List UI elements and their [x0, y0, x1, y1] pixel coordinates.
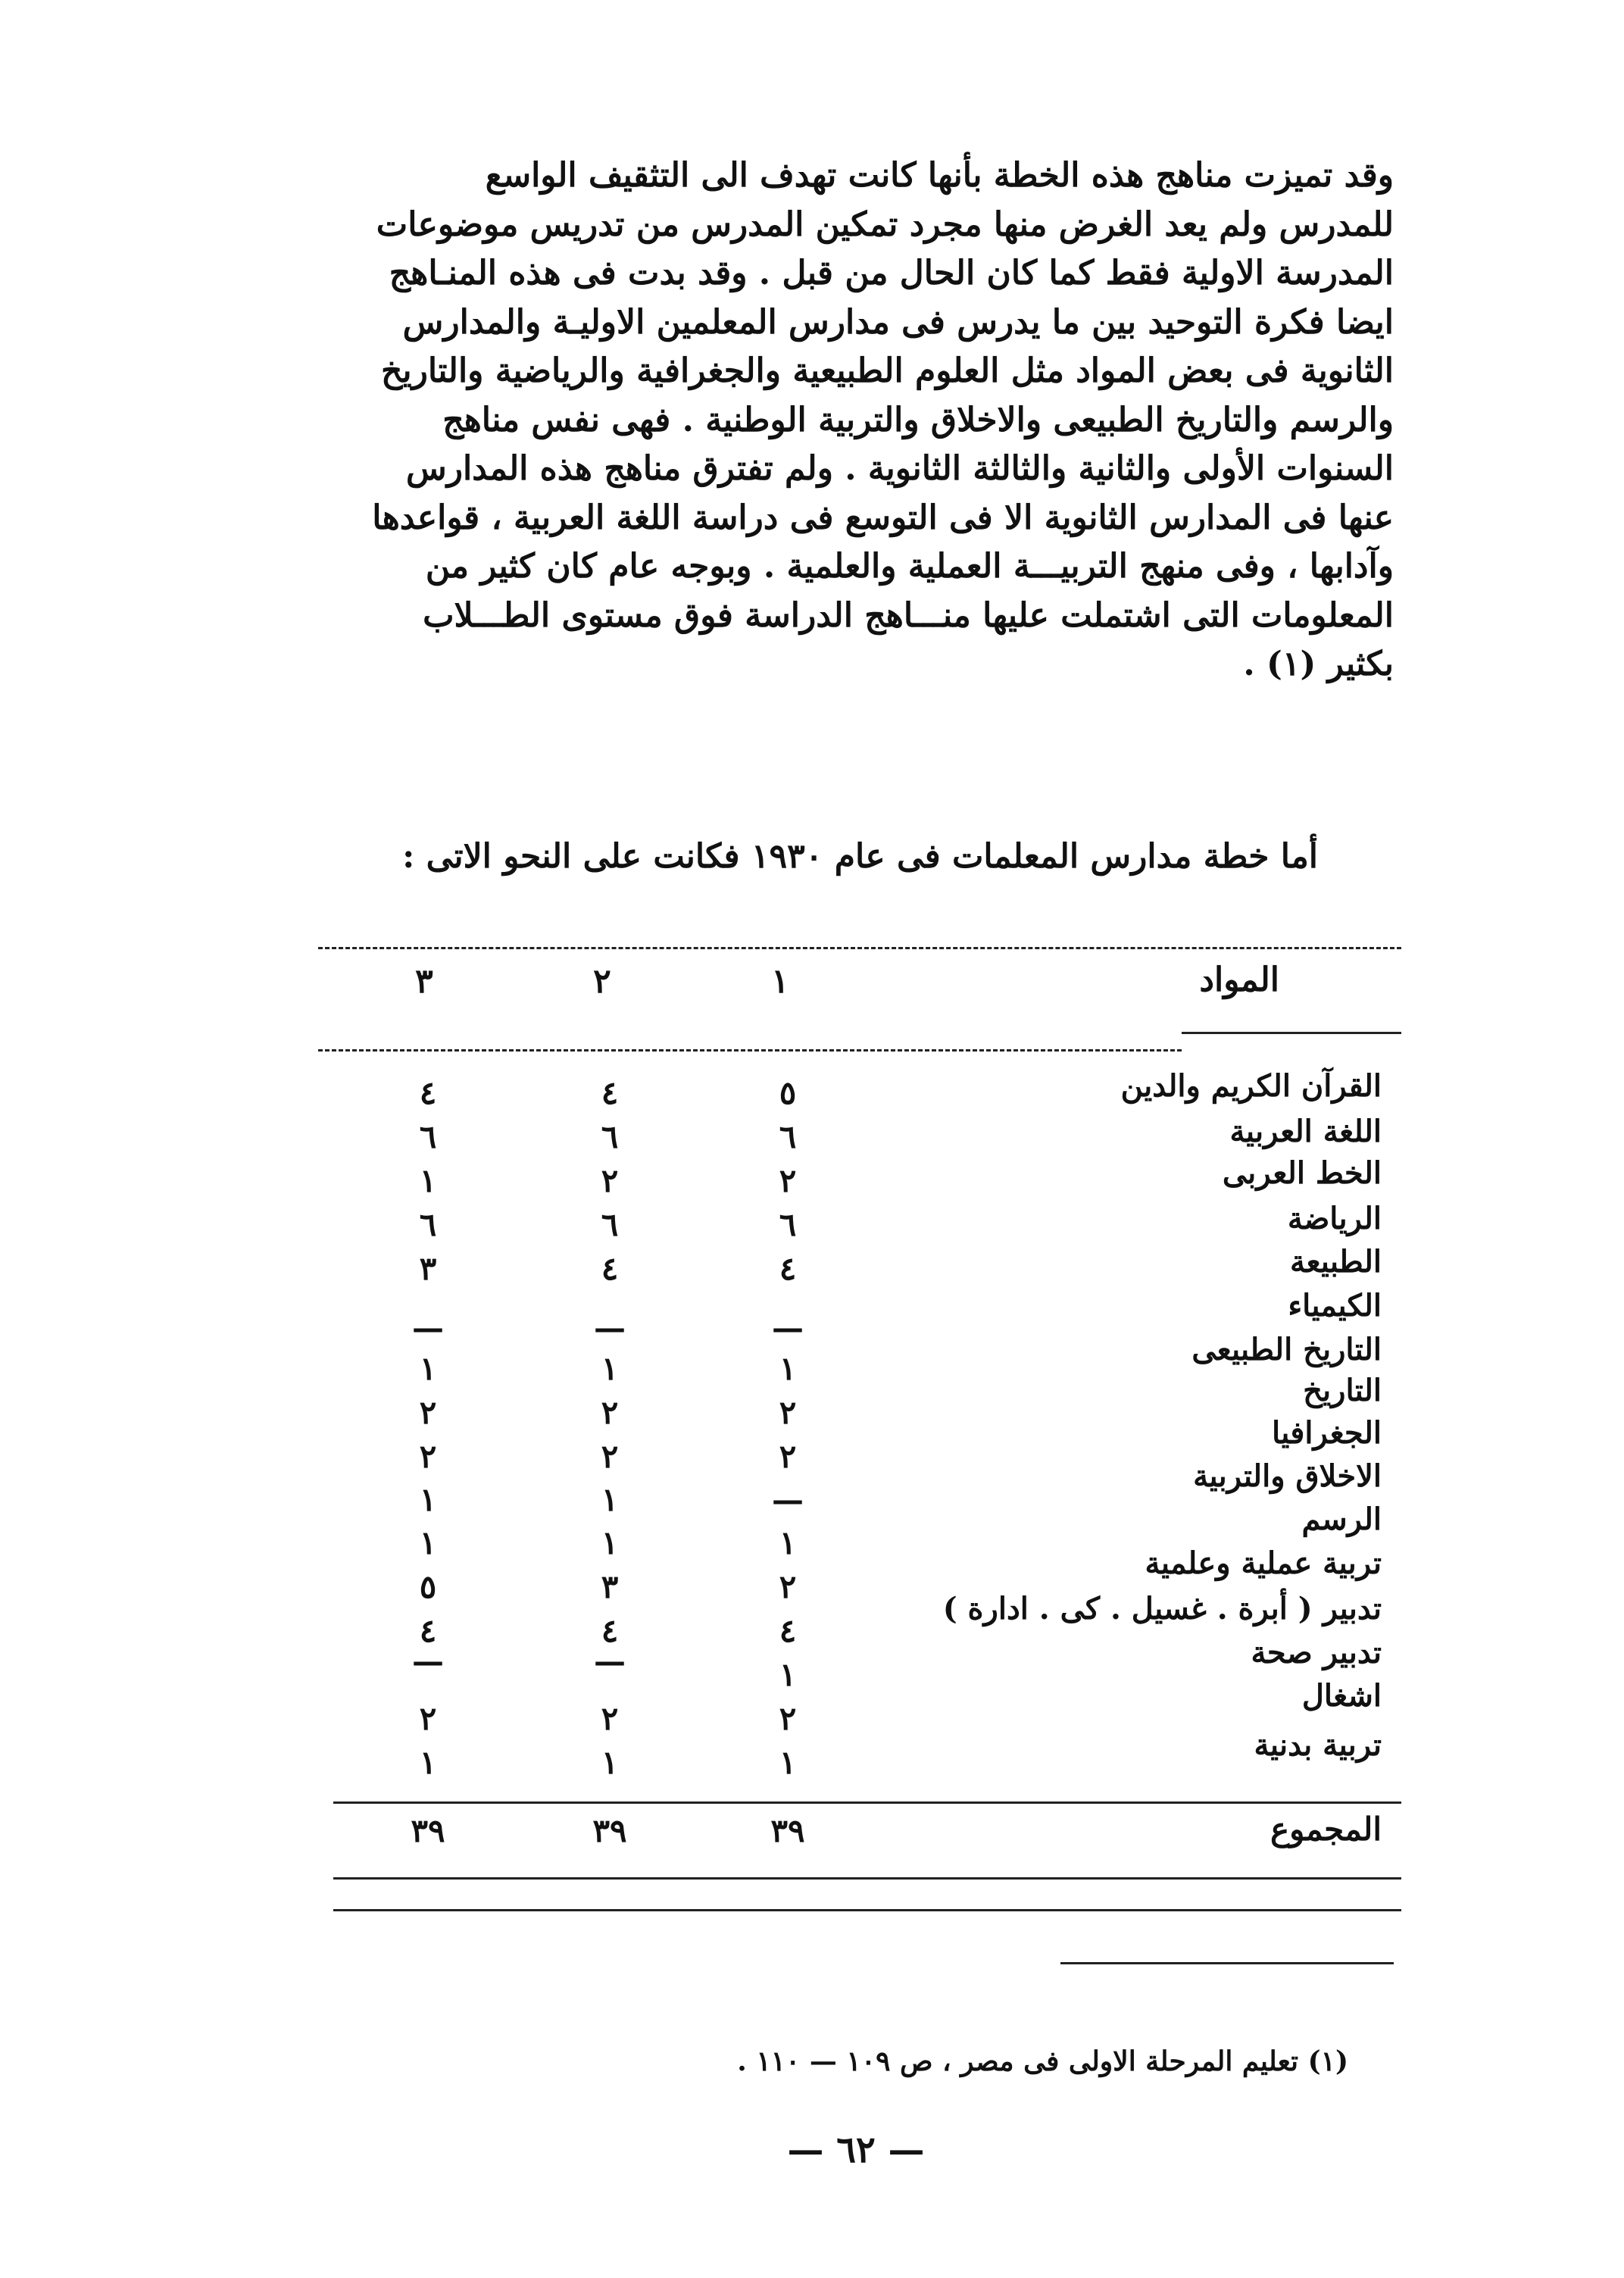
row-subject: الرياضة — [1287, 1201, 1382, 1236]
header-subject: المواد — [1199, 961, 1279, 999]
paragraph-line: بكثير (١) . — [1243, 645, 1394, 683]
row-subject: تربية عملية وعلمية — [1145, 1545, 1382, 1581]
row-col-2: ١ — [601, 1350, 619, 1387]
row-col-2: ١ — [601, 1481, 619, 1518]
row-col-3: ٤ — [419, 1074, 437, 1111]
row-col-1: — — [772, 1309, 804, 1346]
row-col-3: — — [412, 1642, 444, 1680]
row-col-2: ٤ — [601, 1250, 619, 1287]
paragraph-line: الثانوية فى بعض المواد مثل العلوم الطبيعية والجغرافية والرياضية والتاريخ — [380, 352, 1394, 390]
row-col-1: ٥ — [779, 1074, 797, 1111]
row-subject: الكيمياء — [1288, 1288, 1382, 1323]
row-subject: تربية بدنية — [1254, 1727, 1382, 1763]
row-col-1: ٤ — [779, 1612, 797, 1649]
row-col-2: ١ — [601, 1744, 619, 1781]
row-subject: الجغرافيا — [1272, 1415, 1382, 1451]
header-col-3: ٣ — [415, 962, 433, 1001]
row-col-1: ٦ — [779, 1118, 797, 1155]
row-col-1: ٢ — [779, 1568, 797, 1605]
row-subject: التاريخ — [1303, 1373, 1382, 1408]
paragraph-line: للمدرس ولم يعد الغرض منها مجرد تمكين المدرس من تدريس موضوعات — [376, 205, 1394, 244]
row-col-1: ٢ — [779, 1700, 797, 1737]
row-col-1: ٦ — [779, 1206, 797, 1243]
row-col-2: ٢ — [601, 1438, 619, 1475]
row-col-3: ٢ — [419, 1438, 437, 1475]
row-col-3: ٤ — [419, 1612, 437, 1649]
body-paragraph — [303, 152, 1394, 689]
row-col-1: ٢ — [779, 1162, 797, 1199]
row-col-1: ٢ — [779, 1394, 797, 1431]
paragraph-line: المعلومات التى اشتملت عليها منـــاهج الدراسة فوق مستوى الطـــلاب — [423, 595, 1394, 635]
row-col-3: ٣ — [419, 1250, 437, 1287]
row-col-3: ٢ — [419, 1394, 437, 1431]
total-bottom-rule — [333, 1877, 1401, 1880]
header-col-1: ١ — [771, 962, 789, 1001]
paragraph-line: ايضا فكرة التوحيد بين ما يدرس فى مدارس المعلمين الاوليـة والمدارس — [402, 302, 1394, 342]
row-col-2: ١ — [601, 1524, 619, 1561]
row-col-2: ٣ — [601, 1568, 619, 1605]
paragraph-line: المدرسة الاولية فقط كما كان الحال من قبل . وقد بدت فى هذه المنـاهج — [389, 254, 1394, 292]
total-top-rule — [333, 1801, 1401, 1804]
row-col-2: ٢ — [601, 1700, 619, 1737]
row-col-3: ١ — [419, 1481, 437, 1518]
table-top-rule — [318, 947, 1401, 949]
paragraph-line: والرسم والتاريخ الطبيعى والاخلاق والتربية الوطنية . فهى نفس مناهج — [442, 400, 1394, 439]
row-col-3: ٦ — [419, 1118, 437, 1155]
row-col-2: ٦ — [601, 1118, 619, 1155]
table-intro: أما خطة مدارس المعلمات فى عام ١٩٣٠ فكانت على النحو الاتى : — [402, 837, 1318, 876]
header-col-2: ٢ — [593, 962, 611, 1001]
row-col-3: ١ — [419, 1350, 437, 1387]
total-col-2: ٣٩ — [592, 1812, 627, 1849]
row-col-2: ٤ — [601, 1612, 619, 1649]
row-col-3: — — [412, 1309, 444, 1346]
row-col-1: ٤ — [779, 1250, 797, 1287]
row-col-1: — — [772, 1481, 804, 1518]
paragraph-line: وقد تميزت مناهج هذه الخطة بأنها كانت تهدف الى التثقيف الواسع — [485, 156, 1394, 195]
row-subject: الرسم — [1301, 1501, 1382, 1537]
row-subject: التاريخ الطبيعى — [1191, 1332, 1382, 1367]
row-col-1: ١ — [779, 1524, 797, 1561]
header-bottom-rule-dashed — [318, 1049, 1182, 1052]
row-col-2: — — [594, 1309, 626, 1346]
paragraph-line: السنوات الأولى والثانية والثالثة الثانوية . ولم تفترق مناهج هذه المدارس — [405, 449, 1394, 488]
row-col-1: ١ — [779, 1656, 797, 1693]
page-number: — ٦٢ — — [787, 2129, 925, 2171]
row-col-2: ٢ — [601, 1162, 619, 1199]
row-subject: القرآن الكريم والدين — [1120, 1068, 1382, 1104]
row-col-3: ٦ — [419, 1206, 437, 1243]
row-col-3: ٥ — [419, 1568, 437, 1605]
footnote-separator — [1060, 1962, 1394, 1964]
row-subject: اشغال — [1301, 1678, 1382, 1714]
table-bottom-rule — [333, 1909, 1401, 1911]
row-col-3: ٢ — [419, 1700, 437, 1737]
row-col-3: ١ — [419, 1162, 437, 1199]
row-col-3: ١ — [419, 1744, 437, 1781]
row-subject: تدبير ( أبرة . غسيل . كى . ادارة ) — [942, 1591, 1382, 1626]
total-label: المجموع — [1270, 1811, 1382, 1848]
row-subject: الاخلاق والتربية — [1193, 1458, 1382, 1494]
row-col-2: ٦ — [601, 1206, 619, 1243]
row-col-3: ١ — [419, 1524, 437, 1561]
paragraph-line: وآدابها ، وفى منهج التربيـــة العملية والعلمية . وبوجه عام كان كثير من — [425, 547, 1394, 586]
row-col-1: ١ — [779, 1744, 797, 1781]
row-subject: اللغة العربية — [1229, 1114, 1382, 1149]
total-col-1: ٣٩ — [770, 1812, 805, 1849]
row-col-2: ٢ — [601, 1394, 619, 1431]
row-col-2: — — [594, 1642, 626, 1680]
row-col-1: ٢ — [779, 1438, 797, 1475]
footnote: (١) تعليم المرحلة الاولى فى مصر ، ص ١٠٩ — ١١٠ . — [737, 2045, 1348, 2077]
total-col-3: ٣٩ — [411, 1812, 445, 1849]
row-subject: تدبير صحة — [1251, 1635, 1382, 1670]
row-col-2: ٤ — [601, 1074, 619, 1111]
paragraph-line: عنها فى المدارس الثانوية الا فى التوسع فى دراسة اللغة العربية ، قواعدها — [372, 498, 1394, 537]
row-subject: الطبيعة — [1290, 1244, 1382, 1280]
row-subject: الخط العربى — [1222, 1155, 1382, 1191]
row-col-1: ١ — [779, 1350, 797, 1387]
header-bottom-rule — [1182, 1032, 1401, 1034]
